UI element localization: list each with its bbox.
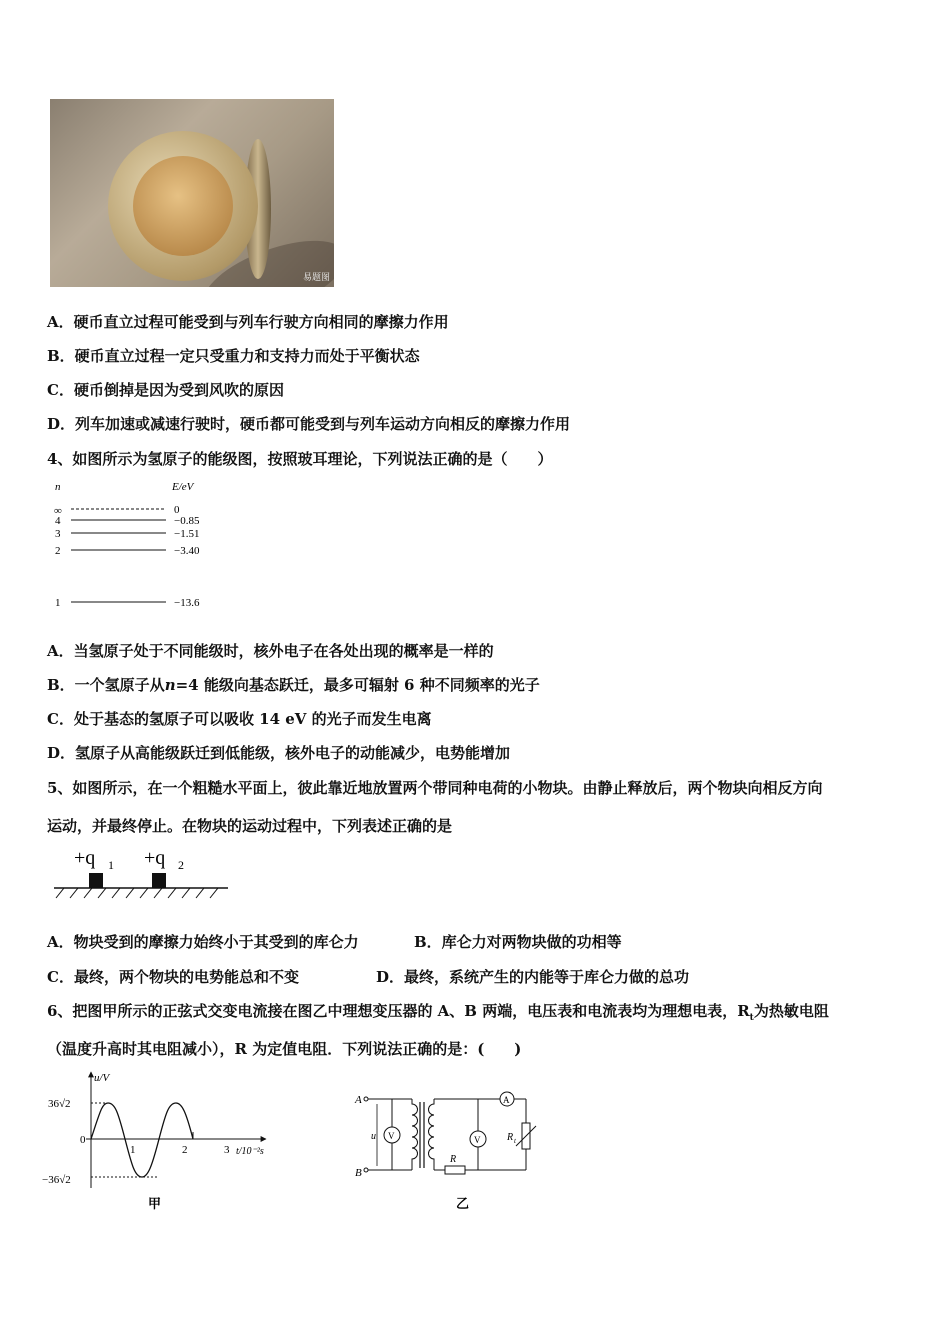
q5-stem-line2: 运动，并最终停止。在物块的运动过程中，下列表述正确的是 bbox=[47, 817, 453, 835]
x-tick-label: 1 bbox=[130, 1144, 136, 1156]
transformer-circuit bbox=[352, 1090, 542, 1216]
resistor-r-label: R bbox=[450, 1154, 457, 1165]
level-n: ∞ bbox=[54, 505, 62, 517]
ground-hatch bbox=[56, 888, 218, 898]
level-e: −13.6 bbox=[174, 597, 200, 609]
q3-option-d: D．列车加速或减速行驶时，硬币都可能受到与列车运动方向相反的摩擦力作用 bbox=[47, 415, 571, 433]
sine-wave bbox=[91, 1103, 193, 1177]
q5-stem-line1: 5、如图所示，在一个粗糙水平面上，彼此靠近地放置两个带同种电荷的小物块。由静止释放后，两个物块向相反方向 bbox=[47, 779, 823, 797]
secondary-coil bbox=[429, 1099, 435, 1170]
x-tick-label: 2 bbox=[182, 1144, 188, 1156]
input-u-label: u bbox=[371, 1131, 376, 1142]
thermistor-sub: t bbox=[514, 1137, 516, 1145]
origin-label: 0 bbox=[80, 1134, 86, 1146]
q6-stem-line1-sub: t bbox=[749, 1013, 754, 1023]
level-e: 0 bbox=[174, 504, 180, 516]
q6-stem-line1-post: 为热敏电阻 bbox=[753, 1002, 829, 1020]
graph-caption: 甲 bbox=[148, 1196, 162, 1211]
voltage-graph bbox=[40, 1066, 285, 1216]
q4-option-b-pre: B．一个氢原子从 bbox=[47, 676, 165, 694]
diagram-n-header: n bbox=[55, 481, 61, 493]
primary-voltmeter-label: V bbox=[388, 1131, 395, 1141]
level-n: 3 bbox=[55, 528, 61, 540]
x-tick-label: 3 bbox=[224, 1144, 230, 1156]
coin-center bbox=[133, 156, 233, 256]
level-n: 4 bbox=[55, 515, 61, 527]
photo-watermark: 易题图 bbox=[302, 273, 330, 283]
q3-option-a: A．硬币直立过程可能受到与列车行驶方向相同的摩擦力作用 bbox=[47, 313, 449, 331]
x-axis-label: t/10⁻²s bbox=[236, 1146, 264, 1157]
terminal-a bbox=[364, 1097, 368, 1101]
y-min-label: −36√2 bbox=[42, 1174, 71, 1186]
q3-option-b: B．硬币直立过程一定只受重力和支持力而处于平衡状态 bbox=[47, 347, 420, 365]
resistor-r bbox=[445, 1166, 465, 1174]
y-axis-label: u/V bbox=[94, 1072, 110, 1084]
block-2 bbox=[152, 873, 166, 888]
primary-coil bbox=[412, 1099, 418, 1170]
diagram-e-header: E/eV bbox=[172, 481, 194, 493]
energy-level-diagram bbox=[50, 476, 220, 616]
q6-stem-line2: （温度升高时其电阻减小），R 为定值电阻．下列说法正确的是：( ) bbox=[47, 1040, 522, 1058]
q4-option-c: C．处于基态的氢原子可以吸收 14 eV 的光子而发生电离 bbox=[47, 710, 432, 728]
charge1-sub: 1 bbox=[108, 858, 114, 872]
terminal-b-label: B bbox=[355, 1167, 362, 1179]
q3-option-c: C．硬币倒掉是因为受到风吹的原因 bbox=[47, 381, 284, 399]
coin-photo bbox=[50, 99, 334, 287]
level-e: −3.40 bbox=[174, 545, 200, 557]
y-max-label: 36√2 bbox=[48, 1098, 71, 1110]
q4-option-b-post: =4 能级向基态跃迁，最多可辐射 6 种不同频率的光子 bbox=[175, 676, 540, 694]
q5-option-b: B．库仑力对两物块做的功相等 bbox=[414, 933, 622, 951]
level-e: −1.51 bbox=[174, 528, 200, 540]
q4-stem: 4、如图所示为氢原子的能级图，按照玻耳理论，下列说法正确的是（ ） bbox=[47, 450, 553, 468]
secondary-voltmeter-label: V bbox=[474, 1135, 481, 1145]
ammeter-label: A bbox=[503, 1095, 510, 1105]
q5-option-c: C．最终，两个物块的电势能总和不变 bbox=[47, 968, 299, 986]
terminal-b bbox=[364, 1168, 368, 1172]
charge2-label: +q bbox=[144, 847, 166, 869]
terminal-a-label: A bbox=[355, 1094, 362, 1106]
charge1-label: +q bbox=[74, 847, 96, 869]
level-n: 2 bbox=[55, 545, 61, 557]
q6-stem-line1-pre: 6、把图甲所示的正弦式交变电流接在图乙中理想变压器的 A、B 两端，电压表和电流表均为理想电表，R bbox=[47, 1002, 750, 1020]
thermistor-label: R bbox=[507, 1132, 514, 1143]
q5-option-d: D．最终，系统产生的内能等于库仑力做的总功 bbox=[376, 968, 690, 986]
q5-option-a: A．物块受到的摩擦力始终小于其受到的库仑力 bbox=[47, 933, 359, 951]
q4-option-a: A．当氢原子处于不同能级时，核外电子在各处出现的概率是一样的 bbox=[47, 642, 494, 660]
q4-option-b bbox=[47, 674, 540, 695]
circuit-caption: 乙 bbox=[456, 1196, 470, 1211]
q4-option-d: D．氢原子从高能级跃迁到低能级，核外电子的动能减少，电势能增加 bbox=[47, 744, 511, 762]
level-n: 1 bbox=[55, 597, 61, 609]
q6-stem-line1 bbox=[47, 1000, 829, 1023]
level-e: −0.85 bbox=[174, 515, 200, 527]
q4-option-b-n: n bbox=[164, 676, 176, 694]
block-1 bbox=[89, 873, 103, 888]
charge2-sub: 2 bbox=[178, 858, 184, 872]
charged-blocks-diagram bbox=[50, 842, 235, 904]
